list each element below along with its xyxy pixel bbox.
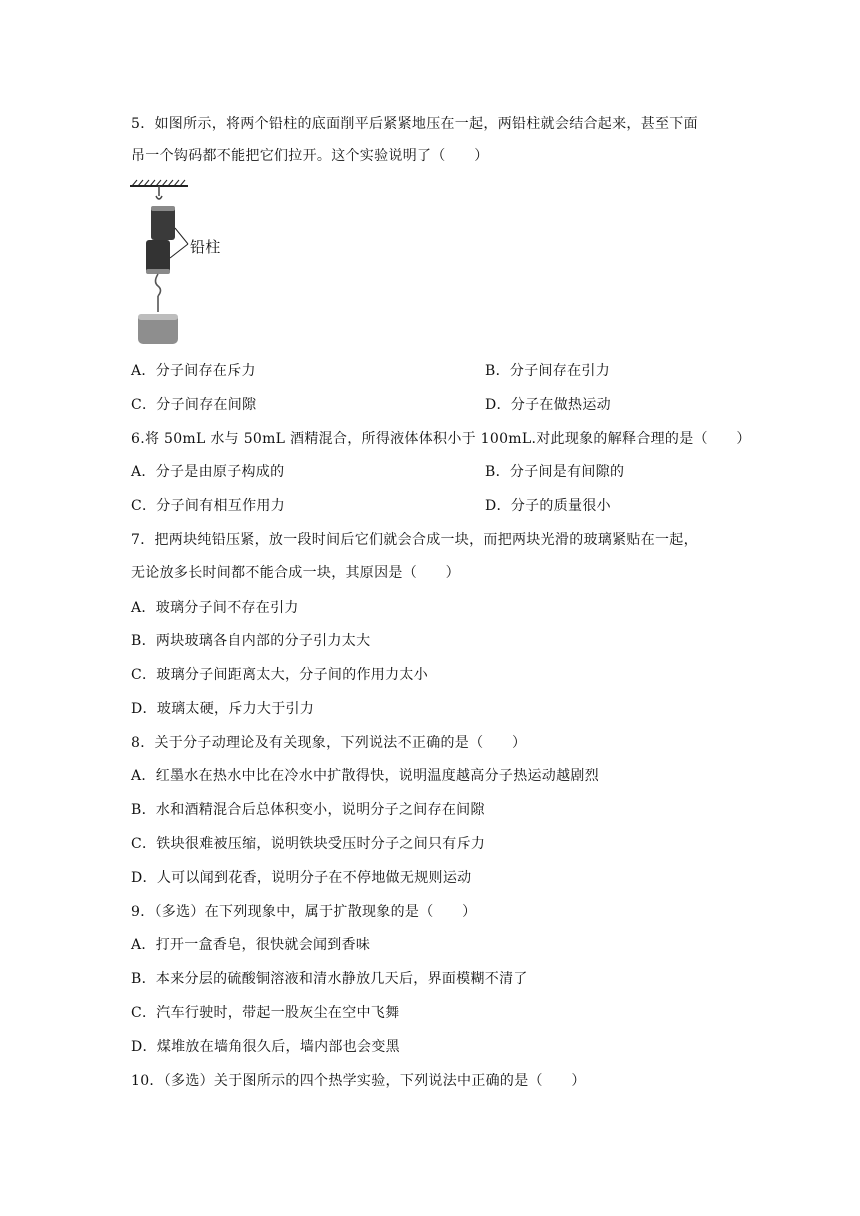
q9-option-a: A．打开一盒香皂，很快就会闻到香味	[131, 937, 371, 953]
q5-stem-line1: 5．如图所示，将两个铅柱的底面削平后紧紧地压在一起，两铅柱就会结合起来，甚至下面	[131, 116, 698, 132]
figure-label-lead-cylinder: 铅柱	[190, 238, 221, 256]
q8-option-d: D．人可以闻到花香，说明分子在不停地做无规则运动	[131, 870, 472, 886]
q6-stem: 6.将 50mL 水与 50mL 酒精混合，所得液体体积小于 100mL.对此现象的解释合理的是（ ）	[131, 431, 751, 447]
q7-option-b: B．两块玻璃各自内部的分子引力太大	[131, 633, 371, 649]
q9-stem: 9．（多选）在下列现象中，属于扩散现象的是（ ）	[131, 904, 477, 920]
q10-stem: 10．（多选）关于图所示的四个热学实验，下列说法中正确的是（ ）	[131, 1073, 586, 1089]
q5-stem-line2: 吊一个钩码都不能把它们拉开。这个实验说明了（ ）	[131, 148, 489, 164]
q7-stem-line1: 7．把两块纯铅压紧，放一段时间后它们就会合成一块，而把两块光滑的玻璃紧贴在一起，	[131, 532, 698, 548]
q7-option-c: C．玻璃分子间距离太大，分子间的作用力太小	[131, 667, 429, 683]
q5-option-b: B．分子间存在引力	[485, 363, 610, 379]
q9-option-c: C．汽车行驶时，带起一股灰尘在空中飞舞	[131, 1005, 400, 1021]
q7-stem-line2: 无论放多长时间都不能合成一块，其原因是（ ）	[131, 565, 460, 581]
q8-option-b: B．水和酒精混合后总体积变小，说明分子之间存在间隙	[131, 802, 485, 818]
q8-option-c: C．铁块很难被压缩，说明铁块受压时分子之间只有斥力	[131, 836, 486, 852]
q8-stem: 8．关于分子动理论及有关现象，下列说法不正确的是（ ）	[131, 735, 527, 751]
q6-option-c: C．分子间有相互作用力	[131, 498, 286, 514]
q6-option-a: A．分子是由原子构成的	[131, 464, 285, 480]
q5-option-c: C．分子间存在间隙	[131, 397, 257, 413]
q5-option-a: A．分子间存在斥力	[131, 363, 256, 379]
lead-cylinder-figure	[128, 178, 228, 348]
q5-option-d: D．分子在做热运动	[485, 397, 611, 413]
lead-cylinder-diagram	[128, 178, 228, 348]
q8-option-a: A．红墨水在热水中比在冷水中扩散得快，说明温度越高分子热运动越剧烈	[131, 768, 600, 784]
q6-option-b: B．分子间是有间隙的	[485, 464, 625, 480]
q7-option-a: A．玻璃分子间不存在引力	[131, 600, 299, 616]
q9-option-d: D．煤堆放在墙角很久后，墙内部也会变黑	[131, 1039, 400, 1055]
q9-option-b: B．本来分层的硫酸铜溶液和清水静放几天后，界面模糊不清了	[131, 971, 528, 987]
q7-option-d: D．玻璃太硬，斥力大于引力	[131, 701, 315, 717]
q6-option-d: D．分子的质量很小	[485, 498, 611, 514]
